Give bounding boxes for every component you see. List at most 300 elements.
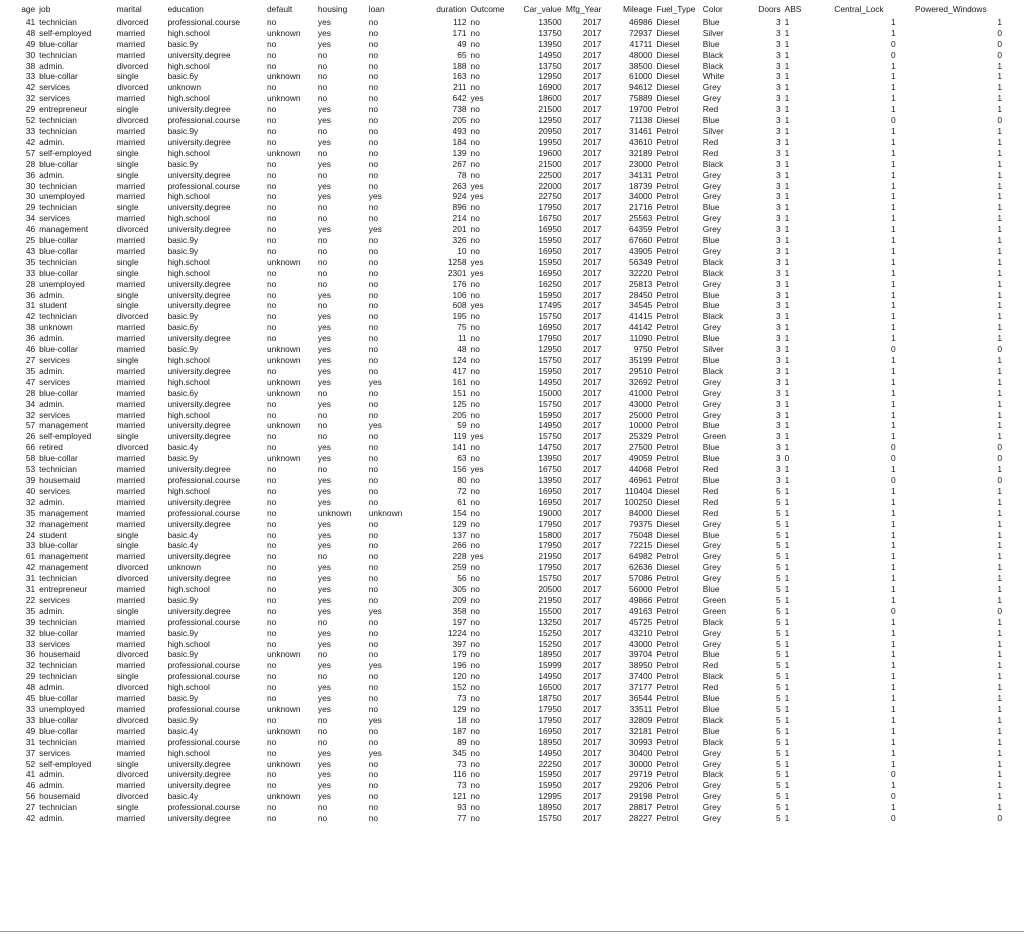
cell-job[interactable]: technician: [39, 736, 77, 747]
cell-mfg-year[interactable]: 2017: [582, 616, 602, 627]
cell-marital[interactable]: married: [116, 235, 145, 246]
cell-outcome[interactable]: no: [470, 125, 480, 136]
cell-duration[interactable]: 205: [452, 115, 467, 126]
cell-loan[interactable]: no: [368, 27, 379, 38]
cell-age[interactable]: 47: [25, 376, 36, 387]
cell-doors[interactable]: 5: [775, 649, 781, 660]
table-row[interactable]: [4, 28, 1004, 39]
cell-default[interactable]: no: [267, 398, 277, 409]
table-row[interactable]: [4, 584, 1004, 595]
cell-housing[interactable]: no: [317, 278, 328, 289]
cell-mfg-year[interactable]: 2017: [582, 638, 602, 649]
cell-age[interactable]: 28: [25, 278, 36, 289]
cell-outcome[interactable]: no: [470, 365, 480, 376]
cell-abs[interactable]: 1: [784, 125, 790, 136]
cell-color[interactable]: Grey: [702, 518, 721, 529]
cell-outcome[interactable]: no: [470, 376, 480, 387]
cell-abs[interactable]: 1: [784, 518, 790, 529]
column-header-car-value[interactable]: Car_value: [523, 4, 562, 14]
cell-mileage[interactable]: 72937: [629, 27, 653, 38]
cell-doors[interactable]: 3: [775, 289, 781, 300]
cell-mileage[interactable]: 34545: [629, 300, 653, 311]
cell-central-lock[interactable]: 1: [890, 682, 896, 693]
cell-marital[interactable]: divorced: [116, 224, 149, 235]
cell-abs[interactable]: 1: [784, 507, 790, 518]
cell-doors[interactable]: 5: [775, 584, 781, 595]
cell-color[interactable]: Green: [702, 431, 727, 442]
cell-mileage[interactable]: 21716: [629, 202, 653, 213]
cell-job[interactable]: technician: [39, 802, 77, 813]
cell-central-lock[interactable]: 1: [890, 485, 896, 496]
cell-outcome[interactable]: no: [470, 115, 480, 126]
cell-default[interactable]: unknown: [267, 387, 301, 398]
cell-education[interactable]: university.degree: [167, 758, 231, 769]
cell-outcome[interactable]: no: [470, 49, 480, 60]
cell-job[interactable]: technician: [39, 125, 77, 136]
cell-default[interactable]: no: [267, 638, 277, 649]
cell-color[interactable]: Black: [702, 714, 724, 725]
cell-housing[interactable]: no: [317, 245, 328, 256]
cell-powered-windows[interactable]: 1: [997, 235, 1002, 246]
cell-education[interactable]: university.degree: [167, 224, 231, 235]
cell-outcome[interactable]: no: [470, 333, 480, 344]
cell-loan[interactable]: unknown: [368, 507, 403, 518]
cell-car-value[interactable]: 15250: [538, 627, 562, 638]
cell-abs[interactable]: 1: [784, 344, 790, 355]
cell-outcome[interactable]: no: [470, 322, 480, 333]
cell-car-value[interactable]: 17950: [538, 202, 562, 213]
cell-fuel-type[interactable]: Petrol: [656, 747, 679, 758]
cell-job[interactable]: technician: [39, 616, 77, 627]
cell-loan[interactable]: yes: [368, 605, 382, 616]
table-row[interactable]: [4, 388, 1004, 399]
cell-job[interactable]: services: [39, 82, 70, 93]
cell-outcome[interactable]: yes: [470, 431, 484, 442]
cell-fuel-type[interactable]: Petrol: [656, 169, 679, 180]
cell-doors[interactable]: 5: [775, 616, 781, 627]
cell-car-value[interactable]: 15750: [538, 813, 562, 824]
cell-outcome[interactable]: yes: [470, 191, 484, 202]
cell-education[interactable]: professional.course: [167, 660, 241, 671]
cell-marital[interactable]: married: [116, 518, 145, 529]
cell-job[interactable]: blue-collar: [39, 725, 78, 736]
cell-default[interactable]: unknown: [267, 256, 301, 267]
cell-job[interactable]: self-employed: [39, 147, 92, 158]
cell-powered-windows[interactable]: 1: [997, 71, 1002, 82]
cell-duration[interactable]: 93: [457, 802, 467, 813]
cell-powered-windows[interactable]: 1: [997, 147, 1002, 158]
cell-age[interactable]: 46: [25, 344, 36, 355]
cell-duration[interactable]: 154: [452, 507, 467, 518]
cell-car-value[interactable]: 13950: [538, 453, 562, 464]
cell-mileage[interactable]: 49866: [629, 594, 653, 605]
cell-outcome[interactable]: no: [470, 202, 480, 213]
cell-job[interactable]: technician: [39, 16, 77, 27]
table-row[interactable]: [4, 486, 1004, 497]
cell-age[interactable]: 30: [25, 49, 36, 60]
cell-doors[interactable]: 3: [775, 420, 781, 431]
cell-housing[interactable]: yes: [317, 791, 331, 802]
cell-loan[interactable]: no: [368, 344, 379, 355]
cell-outcome[interactable]: no: [470, 453, 480, 464]
cell-abs[interactable]: 1: [784, 529, 790, 540]
table-row[interactable]: [4, 530, 1004, 541]
cell-default[interactable]: unknown: [267, 704, 301, 714]
cell-loan[interactable]: yes: [368, 420, 382, 431]
cell-duration[interactable]: 266: [452, 540, 467, 551]
cell-fuel-type[interactable]: Diesel: [656, 93, 680, 104]
cell-fuel-type[interactable]: Diesel: [656, 71, 680, 82]
cell-car-value[interactable]: 15950: [538, 235, 562, 246]
cell-color[interactable]: Green: [702, 605, 727, 616]
cell-central-lock[interactable]: 0: [890, 474, 896, 485]
cell-mileage[interactable]: 67660: [629, 235, 653, 246]
cell-powered-windows[interactable]: 1: [997, 420, 1002, 431]
cell-mileage[interactable]: 38950: [629, 660, 653, 671]
table-row[interactable]: [4, 759, 1004, 770]
table-row[interactable]: [4, 344, 1004, 355]
cell-central-lock[interactable]: 1: [890, 136, 896, 147]
cell-mileage[interactable]: 29510: [629, 365, 653, 376]
cell-housing[interactable]: no: [317, 213, 328, 224]
cell-mileage[interactable]: 44142: [629, 322, 653, 333]
cell-fuel-type[interactable]: Petrol: [656, 638, 679, 649]
cell-job[interactable]: admin.: [39, 289, 65, 300]
cell-doors[interactable]: 3: [775, 224, 781, 235]
cell-car-value[interactable]: 18600: [538, 93, 562, 104]
cell-housing[interactable]: yes: [317, 594, 331, 605]
cell-housing[interactable]: yes: [317, 453, 331, 464]
cell-outcome[interactable]: no: [470, 60, 480, 71]
cell-age[interactable]: 22: [25, 594, 36, 605]
cell-mfg-year[interactable]: 2017: [582, 758, 602, 769]
cell-mileage[interactable]: 29198: [629, 791, 653, 802]
cell-duration[interactable]: 89: [457, 736, 467, 747]
table-row[interactable]: [4, 737, 1004, 748]
table-row[interactable]: [4, 617, 1004, 628]
cell-doors[interactable]: 5: [775, 747, 781, 758]
cell-duration[interactable]: 106: [452, 289, 467, 300]
cell-powered-windows[interactable]: 1: [997, 16, 1002, 27]
cell-doors[interactable]: 3: [775, 398, 781, 409]
cell-fuel-type[interactable]: Petrol: [656, 398, 679, 409]
cell-marital[interactable]: divorced: [116, 82, 149, 93]
cell-loan[interactable]: no: [368, 49, 379, 60]
cell-loan[interactable]: yes: [368, 660, 382, 671]
cell-mfg-year[interactable]: 2017: [582, 398, 602, 409]
cell-marital[interactable]: married: [116, 93, 145, 104]
cell-marital[interactable]: married: [116, 49, 145, 60]
cell-mfg-year[interactable]: 2017: [582, 671, 602, 682]
cell-education[interactable]: university.degree: [167, 278, 231, 289]
cell-outcome[interactable]: no: [470, 245, 480, 256]
cell-age[interactable]: 32: [25, 518, 36, 529]
cell-housing[interactable]: yes: [317, 224, 331, 235]
cell-color[interactable]: Red: [702, 147, 719, 158]
cell-outcome[interactable]: no: [470, 714, 480, 725]
table-row[interactable]: [4, 639, 1004, 650]
cell-powered-windows[interactable]: 1: [997, 714, 1002, 725]
cell-duration[interactable]: 78: [457, 169, 467, 180]
cell-housing[interactable]: yes: [317, 540, 331, 551]
cell-abs[interactable]: 1: [784, 278, 790, 289]
cell-mileage[interactable]: 41415: [629, 311, 653, 322]
cell-age[interactable]: 52: [25, 758, 36, 769]
cell-marital[interactable]: single: [116, 671, 139, 682]
cell-default[interactable]: no: [267, 267, 277, 278]
cell-age[interactable]: 31: [25, 736, 36, 747]
cell-education[interactable]: professional.course: [167, 474, 241, 485]
cell-color[interactable]: Blue: [702, 453, 720, 464]
cell-car-value[interactable]: 16950: [538, 322, 562, 333]
cell-car-value[interactable]: 12950: [538, 115, 562, 126]
cell-fuel-type[interactable]: Petrol: [656, 431, 679, 442]
cell-duration[interactable]: 228: [452, 551, 467, 562]
cell-duration[interactable]: 259: [452, 562, 467, 573]
cell-outcome[interactable]: no: [470, 584, 480, 595]
cell-central-lock[interactable]: 1: [890, 802, 896, 813]
cell-marital[interactable]: divorced: [116, 769, 149, 780]
cell-marital[interactable]: married: [116, 136, 145, 147]
cell-abs[interactable]: 1: [784, 60, 790, 71]
cell-default[interactable]: unknown: [267, 71, 301, 82]
column-header-education[interactable]: education: [167, 4, 204, 14]
cell-abs[interactable]: 1: [784, 158, 790, 169]
cell-default[interactable]: no: [267, 769, 277, 780]
cell-default[interactable]: no: [267, 16, 277, 27]
cell-color[interactable]: Grey: [702, 747, 721, 758]
cell-age[interactable]: 28: [25, 158, 36, 169]
cell-fuel-type[interactable]: Petrol: [656, 594, 679, 605]
cell-doors[interactable]: 5: [775, 682, 781, 693]
cell-mfg-year[interactable]: 2017: [582, 769, 602, 780]
cell-outcome[interactable]: no: [470, 420, 480, 431]
cell-duration[interactable]: 326: [452, 235, 467, 246]
cell-mileage[interactable]: 45725: [629, 616, 653, 627]
cell-education[interactable]: basic.9y: [167, 235, 199, 246]
cell-fuel-type[interactable]: Petrol: [656, 551, 679, 562]
cell-default[interactable]: unknown: [267, 344, 301, 355]
cell-job[interactable]: self-employed: [39, 431, 92, 442]
cell-powered-windows[interactable]: 1: [997, 496, 1002, 507]
cell-fuel-type[interactable]: Petrol: [656, 147, 679, 158]
table-row[interactable]: [4, 104, 1004, 115]
cell-duration[interactable]: 196: [452, 660, 467, 671]
cell-car-value[interactable]: 16900: [538, 82, 562, 93]
cell-central-lock[interactable]: 1: [890, 355, 896, 365]
cell-fuel-type[interactable]: Petrol: [656, 333, 679, 344]
cell-doors[interactable]: 3: [775, 344, 781, 355]
cell-duration[interactable]: 80: [457, 474, 467, 485]
cell-central-lock[interactable]: 1: [890, 16, 896, 27]
cell-default[interactable]: no: [267, 213, 277, 224]
cell-car-value[interactable]: 17950: [538, 714, 562, 725]
cell-housing[interactable]: no: [317, 431, 328, 442]
cell-doors[interactable]: 3: [775, 431, 781, 442]
cell-housing[interactable]: no: [317, 420, 328, 431]
cell-age[interactable]: 33: [25, 714, 36, 725]
cell-central-lock[interactable]: 1: [890, 518, 896, 529]
cell-color[interactable]: Blue: [702, 115, 720, 126]
cell-color[interactable]: Grey: [702, 562, 721, 573]
cell-housing[interactable]: yes: [317, 747, 331, 758]
cell-age[interactable]: 35: [25, 507, 36, 518]
cell-default[interactable]: no: [267, 714, 277, 725]
cell-powered-windows[interactable]: 1: [997, 169, 1002, 180]
cell-housing[interactable]: no: [317, 551, 328, 562]
cell-education[interactable]: high.school: [167, 485, 210, 496]
cell-color[interactable]: Silver: [702, 125, 724, 136]
cell-marital[interactable]: single: [116, 267, 139, 278]
cell-housing[interactable]: no: [317, 616, 328, 627]
cell-powered-windows[interactable]: 1: [997, 627, 1002, 638]
cell-central-lock[interactable]: 0: [890, 453, 896, 464]
cell-abs[interactable]: 1: [784, 594, 790, 605]
cell-loan[interactable]: no: [368, 616, 379, 627]
table-row[interactable]: [4, 682, 1004, 693]
cell-housing[interactable]: yes: [317, 442, 331, 453]
cell-abs[interactable]: 1: [784, 660, 790, 671]
cell-powered-windows[interactable]: 1: [997, 322, 1002, 333]
cell-mfg-year[interactable]: 2017: [582, 736, 602, 747]
cell-outcome[interactable]: no: [470, 224, 480, 235]
cell-job[interactable]: blue-collar: [39, 344, 78, 355]
cell-outcome[interactable]: yes: [470, 180, 484, 191]
cell-default[interactable]: unknown: [267, 649, 301, 660]
cell-abs[interactable]: 1: [784, 147, 790, 158]
cell-color[interactable]: Blue: [702, 16, 720, 27]
cell-duration[interactable]: 151: [452, 387, 467, 398]
cell-powered-windows[interactable]: 1: [997, 93, 1002, 104]
cell-mfg-year[interactable]: 2017: [582, 551, 602, 562]
table-row[interactable]: [4, 202, 1004, 213]
cell-car-value[interactable]: 19000: [538, 507, 562, 518]
cell-mileage[interactable]: 34000: [629, 191, 653, 202]
cell-mfg-year[interactable]: 2017: [582, 16, 602, 27]
cell-mfg-year[interactable]: 2017: [582, 464, 602, 475]
cell-fuel-type[interactable]: Diesel: [656, 115, 680, 126]
cell-central-lock[interactable]: 1: [890, 529, 896, 540]
cell-fuel-type[interactable]: Petrol: [656, 104, 679, 115]
cell-mfg-year[interactable]: 2017: [582, 300, 602, 311]
cell-abs[interactable]: 1: [784, 769, 790, 780]
cell-loan[interactable]: no: [368, 115, 379, 126]
cell-housing[interactable]: no: [317, 147, 328, 158]
cell-outcome[interactable]: yes: [470, 256, 484, 267]
cell-marital[interactable]: married: [116, 409, 145, 420]
cell-mfg-year[interactable]: 2017: [582, 747, 602, 758]
cell-education[interactable]: basic.9y: [167, 649, 199, 660]
cell-mfg-year[interactable]: 2017: [582, 704, 602, 714]
cell-central-lock[interactable]: 1: [890, 311, 896, 322]
cell-mfg-year[interactable]: 2017: [582, 71, 602, 82]
cell-mfg-year[interactable]: 2017: [582, 147, 602, 158]
cell-abs[interactable]: 1: [784, 551, 790, 562]
cell-mfg-year[interactable]: 2017: [582, 540, 602, 551]
table-row[interactable]: [4, 235, 1004, 246]
cell-color[interactable]: Black: [702, 769, 724, 780]
cell-age[interactable]: 36: [25, 169, 36, 180]
cell-powered-windows[interactable]: 1: [997, 431, 1002, 442]
cell-default[interactable]: no: [267, 802, 277, 813]
cell-education[interactable]: high.school: [167, 213, 210, 224]
cell-housing[interactable]: yes: [317, 693, 331, 704]
table-row[interactable]: [4, 50, 1004, 61]
cell-loan[interactable]: yes: [368, 191, 382, 202]
cell-job[interactable]: housemaid: [39, 791, 81, 802]
cell-education[interactable]: university.degree: [167, 780, 231, 791]
cell-duration[interactable]: 176: [452, 278, 467, 289]
cell-doors[interactable]: 3: [775, 376, 781, 387]
cell-default[interactable]: unknown: [267, 93, 301, 104]
cell-housing[interactable]: yes: [317, 344, 331, 355]
cell-loan[interactable]: no: [368, 474, 379, 485]
cell-housing[interactable]: yes: [317, 573, 331, 584]
cell-mileage[interactable]: 32220: [629, 267, 653, 278]
table-row[interactable]: [4, 148, 1004, 159]
cell-central-lock[interactable]: 1: [890, 125, 896, 136]
cell-job[interactable]: unemployed: [39, 278, 85, 289]
cell-duration[interactable]: 345: [452, 747, 467, 758]
cell-marital[interactable]: single: [116, 540, 139, 551]
cell-abs[interactable]: 1: [784, 136, 790, 147]
cell-loan[interactable]: no: [368, 551, 379, 562]
cell-color[interactable]: Grey: [702, 278, 721, 289]
column-header-central-lock[interactable]: Central_Lock: [834, 4, 884, 14]
cell-mileage[interactable]: 32809: [629, 714, 653, 725]
cell-fuel-type[interactable]: Petrol: [656, 136, 679, 147]
cell-marital[interactable]: single: [116, 71, 139, 82]
cell-powered-windows[interactable]: 1: [997, 747, 1002, 758]
cell-doors[interactable]: 3: [775, 191, 781, 202]
cell-central-lock[interactable]: 0: [890, 605, 896, 616]
cell-powered-windows[interactable]: 1: [997, 671, 1002, 682]
cell-duration[interactable]: 738: [452, 104, 467, 115]
cell-default[interactable]: no: [267, 289, 277, 300]
cell-marital[interactable]: single: [116, 104, 139, 115]
cell-age[interactable]: 48: [25, 27, 36, 38]
cell-age[interactable]: 57: [25, 420, 36, 431]
cell-age[interactable]: 29: [25, 104, 36, 115]
table-row[interactable]: [4, 464, 1004, 475]
cell-outcome[interactable]: no: [470, 638, 480, 649]
cell-housing[interactable]: yes: [317, 780, 331, 791]
cell-doors[interactable]: 5: [775, 485, 781, 496]
cell-car-value[interactable]: 15000: [538, 387, 562, 398]
cell-age[interactable]: 30: [25, 191, 36, 202]
cell-duration[interactable]: 116: [453, 769, 467, 780]
cell-color[interactable]: Black: [702, 616, 724, 627]
cell-marital[interactable]: divorced: [116, 115, 149, 126]
cell-powered-windows[interactable]: 1: [997, 82, 1002, 93]
cell-mileage[interactable]: 56000: [629, 584, 653, 595]
cell-education[interactable]: professional.course: [167, 616, 241, 627]
cell-outcome[interactable]: no: [470, 344, 480, 355]
cell-doors[interactable]: 5: [775, 791, 781, 802]
cell-doors[interactable]: 3: [775, 136, 781, 147]
cell-default[interactable]: no: [267, 322, 277, 333]
cell-central-lock[interactable]: 1: [890, 289, 896, 300]
cell-abs[interactable]: 1: [784, 736, 790, 747]
cell-education[interactable]: unknown: [167, 562, 201, 573]
table-row[interactable]: [4, 769, 1004, 780]
cell-central-lock[interactable]: 1: [890, 714, 896, 725]
cell-marital[interactable]: married: [116, 125, 145, 136]
cell-outcome[interactable]: no: [470, 682, 480, 693]
cell-powered-windows[interactable]: 0: [997, 474, 1002, 485]
cell-loan[interactable]: no: [368, 398, 379, 409]
cell-color[interactable]: Blue: [702, 704, 720, 714]
